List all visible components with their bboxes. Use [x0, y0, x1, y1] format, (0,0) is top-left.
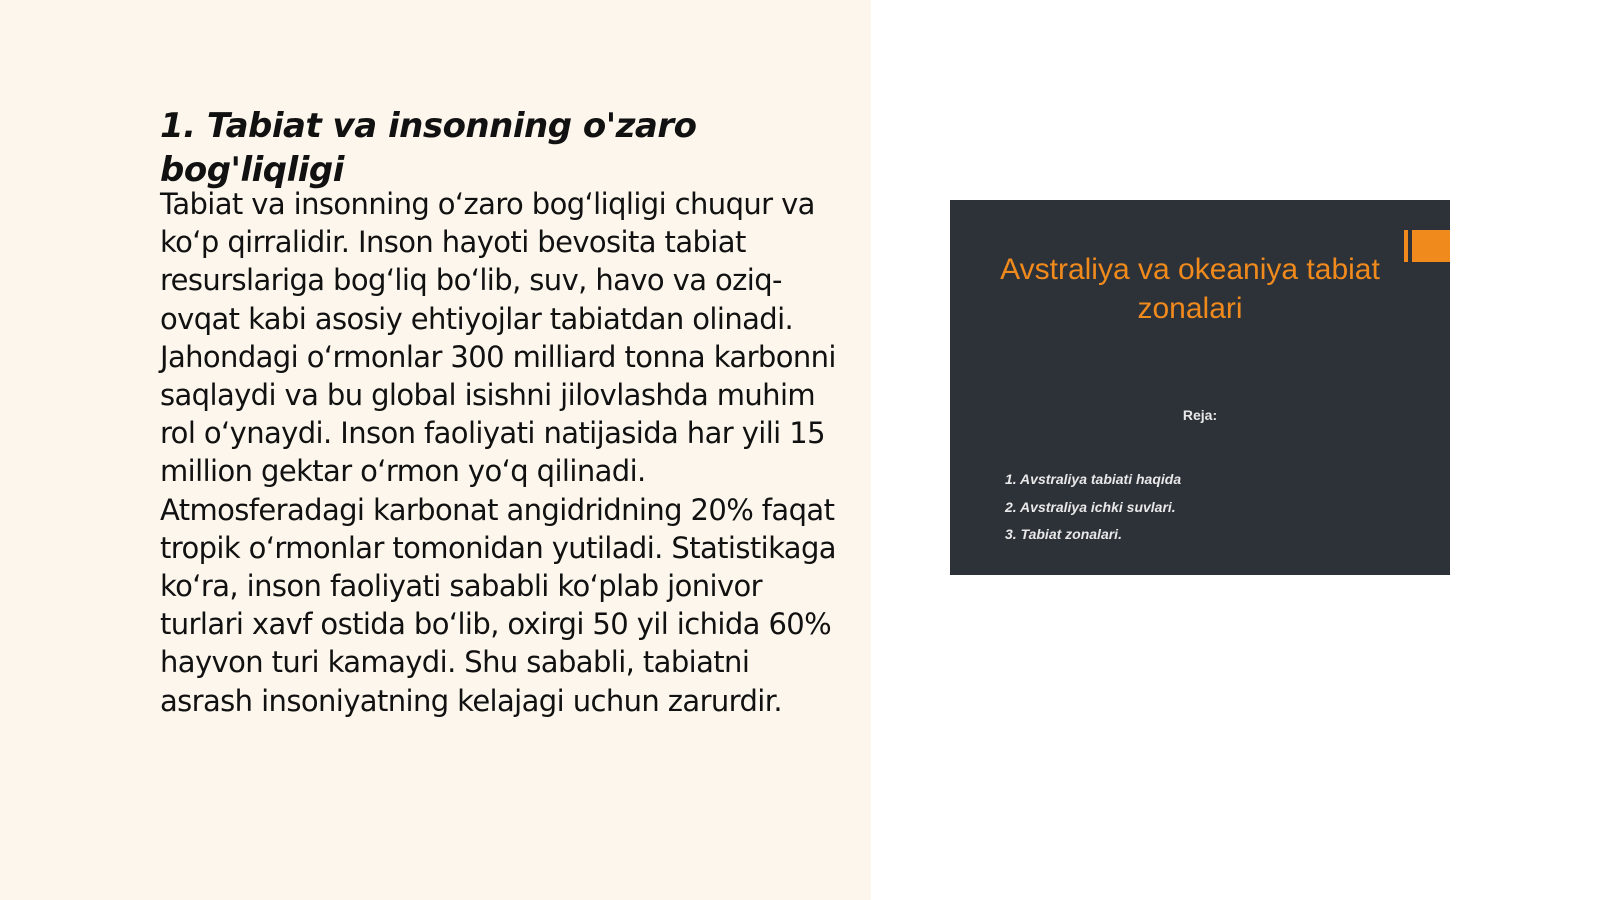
slide-plan-item: 1. Avstraliya tabiati haqida — [1005, 471, 1182, 487]
slide-plan-item: 2. Avstraliya ichki suvlari. — [1005, 498, 1176, 515]
slide-plan-item: 3. Tabiat zonalari. — [1005, 526, 1122, 542]
slide-image — [950, 200, 1450, 575]
slide-reja-label: Reja: — [1182, 407, 1218, 423]
slide-title: Avstraliya va okeaniya tabiat zonalari — [1000, 253, 1380, 325]
slide-accent-line — [1404, 230, 1408, 262]
slide-accent-block — [1412, 230, 1450, 262]
body-paragraph: Tabiat va insonning oʻzaro bogʻliqligi chuqur va koʻp qirralidir. Inson hayoti bevosita tabiat resurslariga bogʻliq boʻlib, suv, havo va oziq-ovqat kabi asosiy ehtiyojlar tabiatdan olinadi. Jahondagi oʻrmonlar 300 milliard tonna karbonni saqlaydi va bu global isishni jilovlashda muhim rol oʻynaydi. Inson faoliyati natijasida har yili 15 million gektar oʻrmon yoʻq qilinadi. Atmosferadagi karbonat angidridning 20% faqat tropik oʻrmonlar tomonidan yutiladi. Statistikaga koʻra, inson faoliyati sababli koʻplab jonivor turlari xavf ostida boʻlib, oxirgi 50 yil ichida 60% hayvon turi kamaydi. Shu sababli, tabiatni asrash insoniyatning kelajagi uchun zarurdir. — [160, 187, 836, 718]
section-heading: 1. Tabiat va insonning o'zaro bog'liqligi — [160, 106, 697, 190]
slide-plan-list — [1005, 466, 1181, 549]
